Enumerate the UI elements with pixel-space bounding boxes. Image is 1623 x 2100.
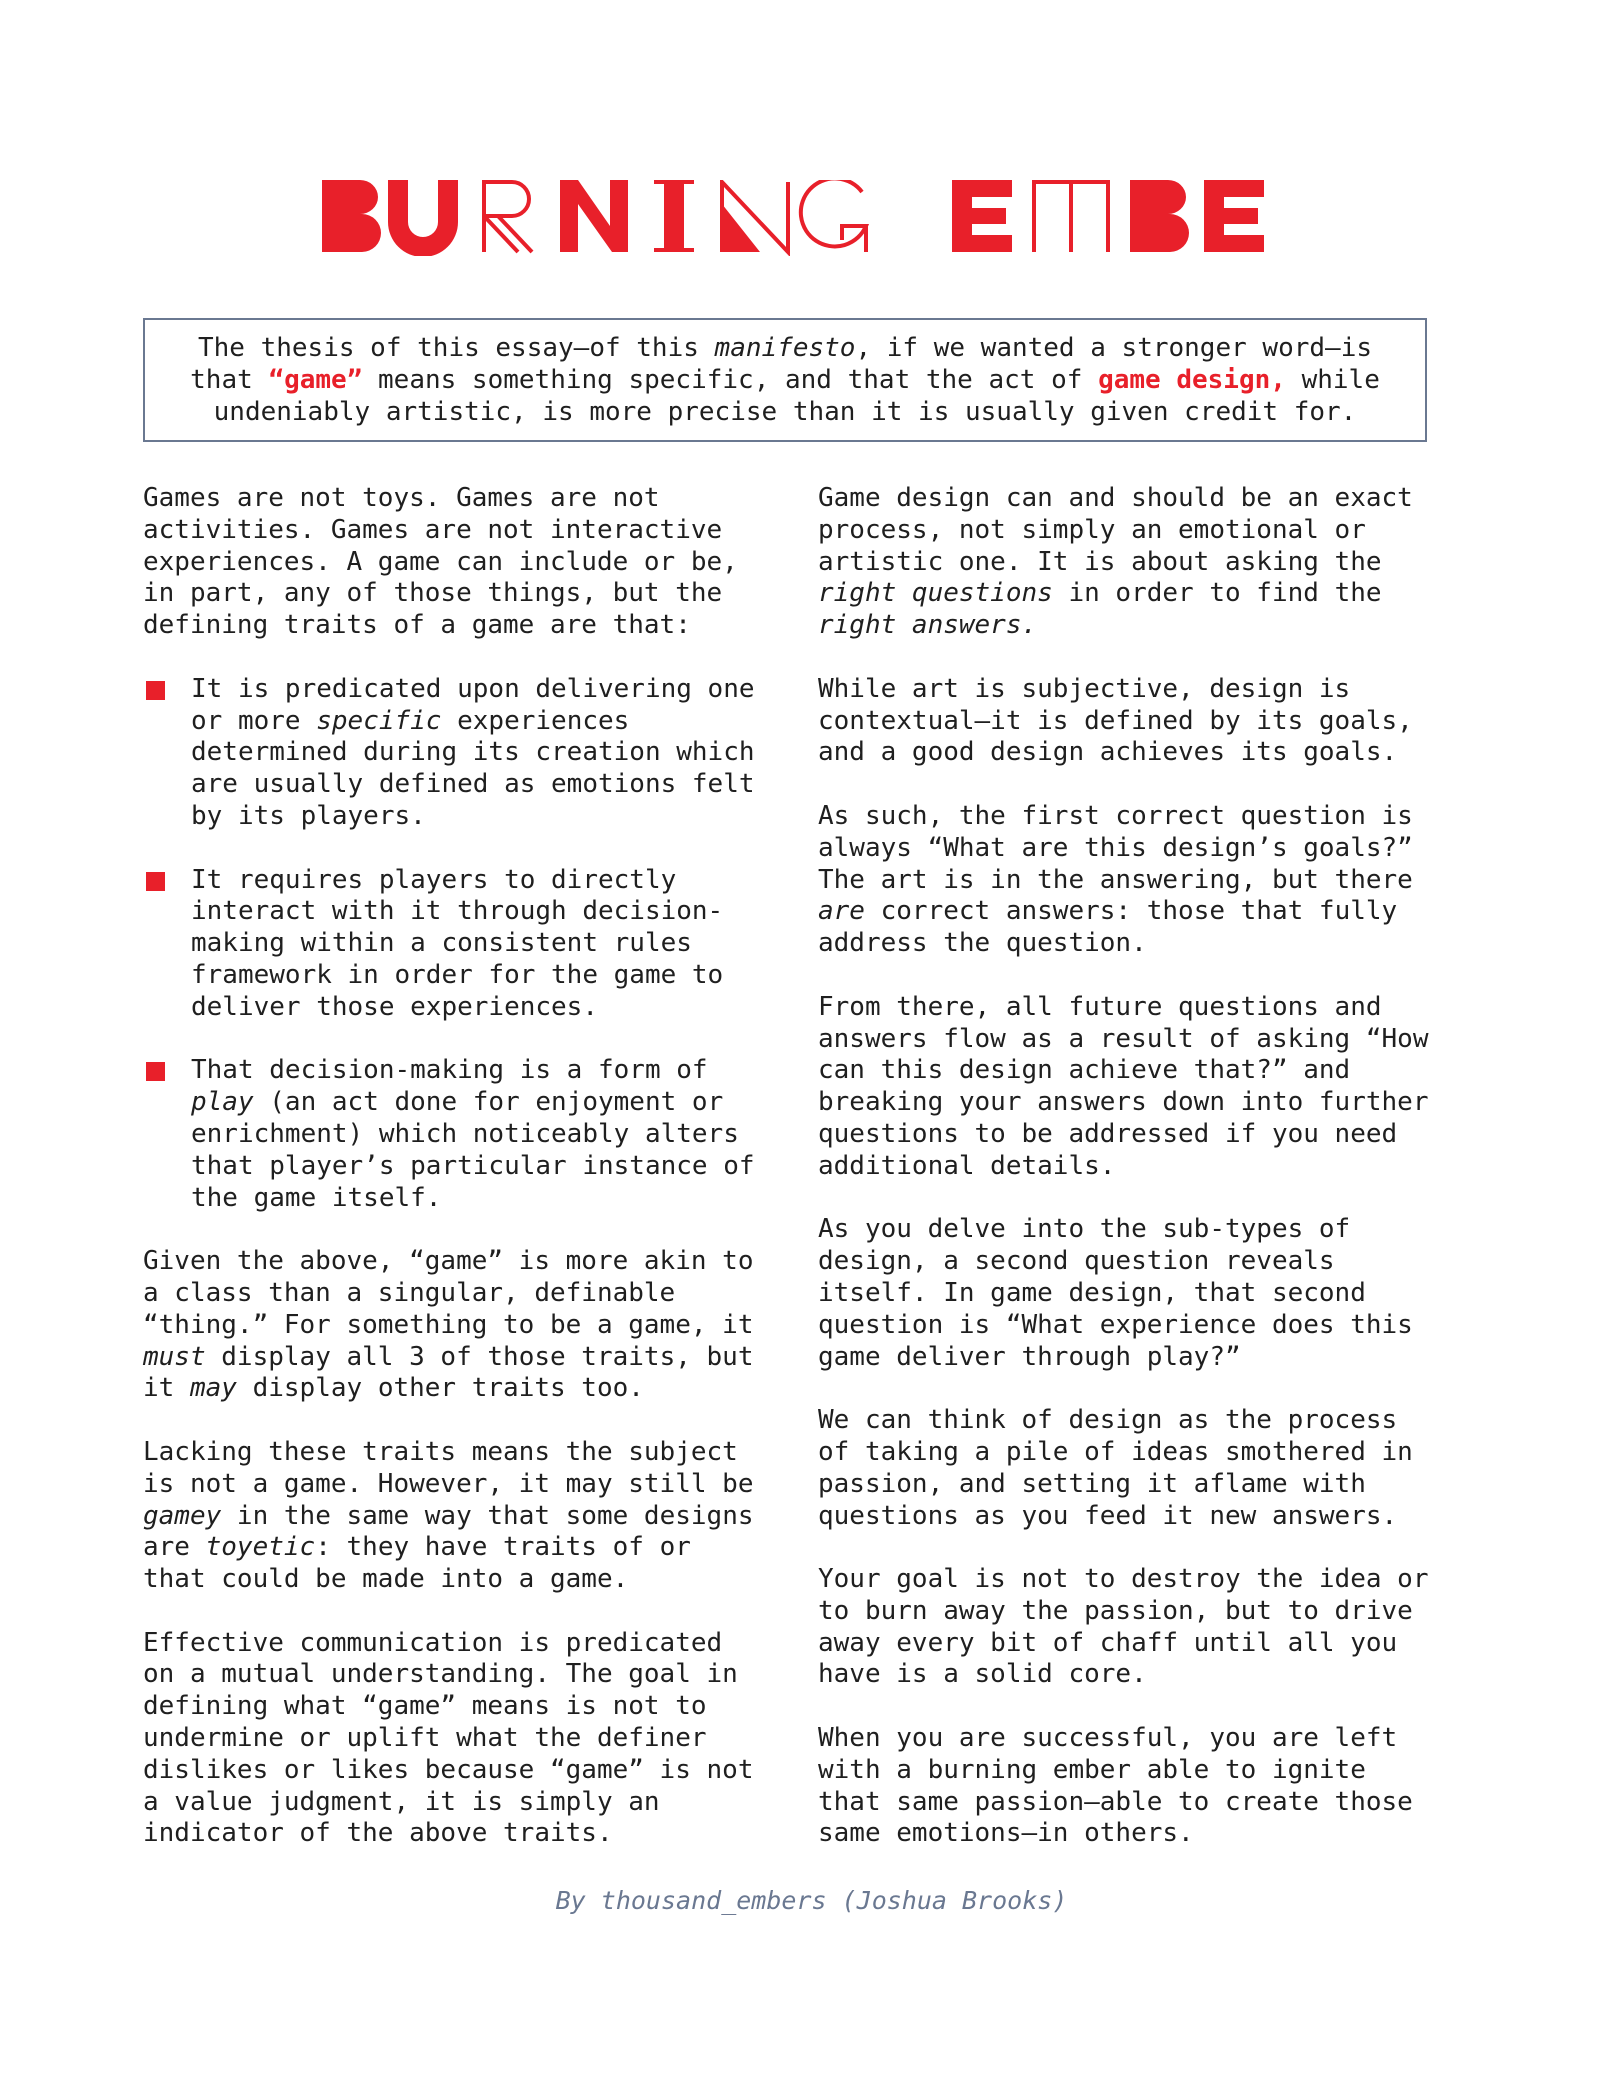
page-title <box>0 180 1623 256</box>
paragraph: When you are successful, you are left with a burning ember able to ignite that same passion—able to create those same emotions—in others. <box>818 1723 1413 1849</box>
paragraph: Lacking these traits means the subject is not a game. However, it may still be gamey in the same way that some designs are toyetic: they have traits of or that could be made into a game. <box>143 1436 754 1595</box>
red-square-bullet-icon <box>146 681 165 700</box>
paragraph: While art is subjective, design is contextual—it is defined by its goals, and a good design achieves its goals. <box>818 673 1413 768</box>
paragraph: Effective communication is predicated on a mutual understanding. The goal in defining what “game” means is not to undermine or uplift what the definer dislikes or likes because “game” is not a value judgment, it is simply an indicator of the above traits. <box>143 1627 754 1849</box>
author-byline: By thousand_embers (Joshua Brooks) <box>555 1886 1068 1915</box>
red-square-bullet-icon <box>146 1062 165 1081</box>
paragraph: As such, the first correct question is always “What are this design’s goals?” The art is in the answering, but there are correct answers: those that fully address the question. <box>818 800 1413 959</box>
bullet-item: It is predicated upon delivering one or more specific experiences determined during its creation which are usually defined as emotions felt by its players. <box>143 674 763 833</box>
thesis-box <box>143 318 1427 442</box>
red-square-bullet-icon <box>146 872 165 891</box>
paragraph: From there, all future questions and answers flow as a result of asking “How can this design achieve that?” and breaking your answers down into further questions to be addressed if you need additional details. <box>818 991 1429 1181</box>
thesis-text: The thesis of this essay—of this manifesto, if we wanted a stronger word—is that “game” means something specific, and that the act of game design, while undeniably artistic, is more precise than it is usually given credit for. <box>190 333 1380 427</box>
right-column <box>818 483 1438 1882</box>
title-logotype <box>322 180 1302 256</box>
bullet-item: That decision-making is a form of play (an act done for enjoyment or enrichment) which noticeably alters that player’s particular instance of the game itself. <box>143 1055 763 1214</box>
paragraph: We can think of design as the process of taking a pile of ideas smothered in passion, and setting it aflame with questions as you feed it new answers. <box>818 1405 1413 1531</box>
paragraph: Game design can and should be an exact process, not simply an emotional or artistic one. It is about asking the right questions in order to find the right answers. <box>818 483 1413 641</box>
left-column <box>143 483 763 1882</box>
paragraph: Games are not toys. Games are not activities. Games are not interactive experiences. A game can include or be, in part, any of those things, but the defining traits of a game are that: <box>143 483 738 641</box>
paragraph: Your goal is not to destroy the idea or to burn away the passion, but to drive away every bit of chaff until all you have is a solid core. <box>818 1564 1429 1690</box>
paragraph: Given the above, “game” is more akin to a class than a singular, definable “thing.” For something to be a game, it must display all 3 of those traits, but it may display other traits too. <box>143 1246 754 1404</box>
paragraph: As you delve into the sub-types of design, a second question reveals itself. In game design, that second question is “What experience does this game deliver through play?” <box>818 1214 1413 1372</box>
bullet-item: It requires players to directly interact with it through decision-making within a consistent rules framework in order for the game to deliver those experiences. <box>143 865 763 1024</box>
